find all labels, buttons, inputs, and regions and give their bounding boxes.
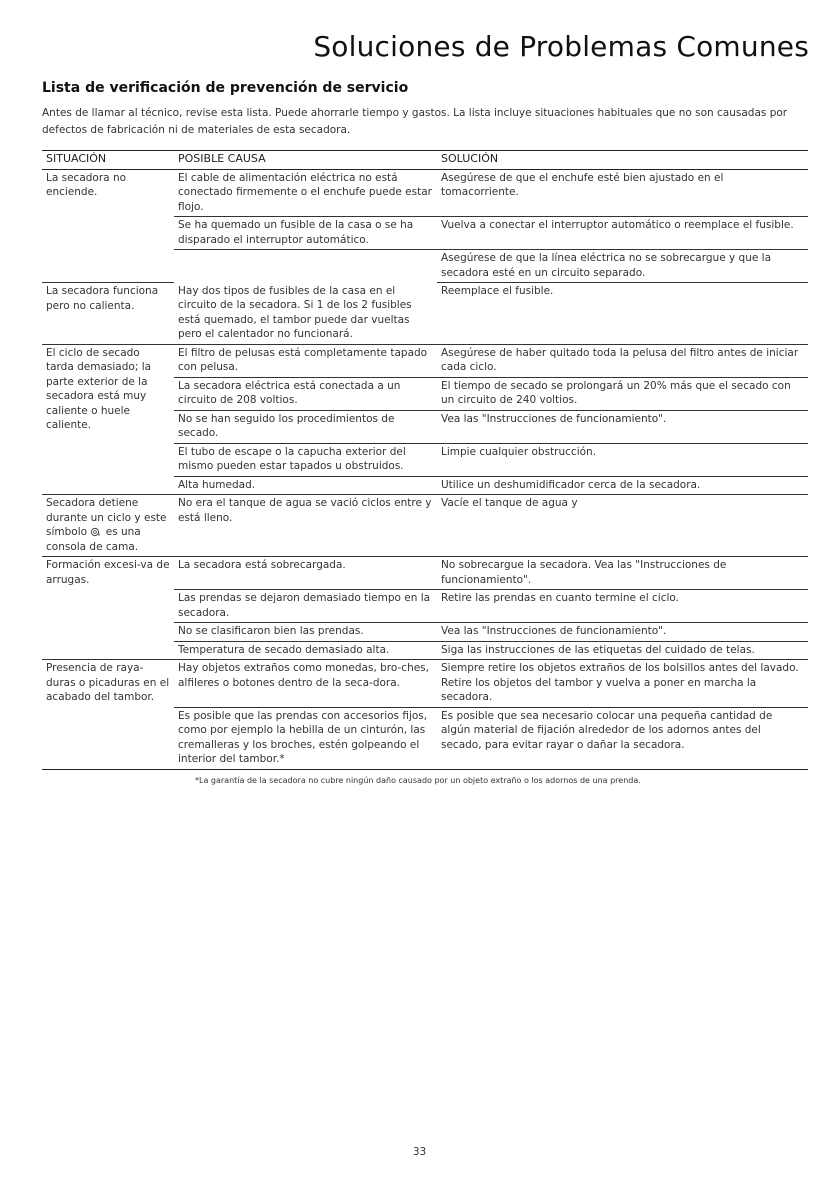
- cause-cell: Alta humedad.: [174, 476, 437, 495]
- drum-water-icon: [90, 527, 102, 537]
- solution-cell: Limpie cualquier obstrucción.: [437, 443, 808, 476]
- solution-cell: Asegúrese de haber quitado toda la pelusa del filtro antes de iniciar cada ciclo.: [437, 344, 808, 377]
- situation-cell: Formación excesi-va de arrugas.: [42, 557, 174, 660]
- situation-cell: La secadora funciona pero no calienta.: [42, 283, 174, 345]
- cause-cell: La secadora está sobrecargada.: [174, 557, 437, 590]
- cause-cell: Hay objetos extraños como monedas, bro-ches, alfileres o botones dentro de la seca-dora.: [174, 660, 437, 708]
- solution-cell: Retire las prendas en cuanto termine el ciclo.: [437, 590, 808, 623]
- cause-cell: Se ha quemado un fusible de la casa o se ha disparado el interruptor automático.: [174, 217, 437, 250]
- solution-cell: Es posible que sea necesario colocar una pequeña cantidad de algún material de fijación alrededor de los adornos antes del secado, para evitar rayar o dañar la secadora.: [441, 709, 773, 751]
- solution-cell: Vacíe el tanque de agua y: [437, 495, 808, 557]
- table-header-row: [42, 151, 808, 170]
- cause-cell: Las prendas se dejaron demasiado tiempo en la secadora.: [174, 590, 437, 623]
- table-row: [42, 344, 808, 377]
- cause-cell-empty: [174, 250, 437, 283]
- situation-cell: El ciclo de secado tarda demasiado; la parte exterior de la secadora está muy caliente o huele caliente.: [42, 344, 174, 495]
- solution-cell: Asegúrese de que la línea eléctrica no se sobrecargue y que la secadora esté en un circuito separado.: [437, 250, 808, 283]
- table-row: [42, 557, 808, 590]
- solution-cell: Utilice un deshumidificador cerca de la secadora.: [437, 476, 808, 495]
- header-solution: SOLUCIÓN: [437, 151, 808, 170]
- solution-cell: Vea las "Instrucciones de funcionamiento".: [437, 623, 808, 642]
- table-row: [42, 169, 808, 217]
- situation-cell: La secadora no enciende.: [46, 171, 127, 198]
- cause-cell: No se han seguido los procedimientos de secado.: [174, 410, 437, 443]
- solution-cell: Siga las instrucciones de las etiquetas del cuidado de telas.: [437, 641, 808, 660]
- cause-cell: El tubo de escape o la capucha exterior del mismo pueden estar tapados u obstruidos.: [174, 443, 437, 476]
- solution-cell: Siempre retire los objetos extraños de los bolsillos antes del lavado. Retire los objetos del tambor y vuelva a poner en marcha la secadora.: [437, 660, 808, 708]
- section-title: Lista de verificación de prevención de servicio: [42, 80, 409, 96]
- situation-cell: [42, 495, 174, 557]
- cause-cell: Es posible que las prendas con accesorios fijos, como por ejemplo la hebilla de un cinturón, las cremalleras y los broches, estén golpeando el interior del tambor.*: [178, 709, 428, 765]
- cause-cell: El cable de alimentación eléctrica no está conectado firmemente o el enchufe puede estar flojo.: [174, 169, 437, 217]
- page-title: Soluciones de Problemas Comunes: [313, 30, 809, 63]
- cause-cell: El filtro de pelusas está completamente tapado con pelusa.: [174, 344, 437, 377]
- table-row: [42, 283, 808, 345]
- page-number: 33: [412, 1146, 427, 1158]
- footnote: *La garantía de la secadora no cubre ningún daño causado por un objeto extraño o los adornos de una prenda.: [195, 776, 641, 785]
- situation-text-end: es una consola de cama.: [46, 526, 141, 553]
- solution-cell: Reemplace el fusible.: [437, 283, 808, 345]
- solution-cell: El tiempo de secado se prolongará un 20% más que el secado con un circuito de 240 voltios.: [437, 377, 808, 410]
- header-cause: POSIBLE CAUSA: [174, 151, 437, 170]
- solution-cell: Asegúrese de que el enchufe esté bien ajustado en el tomacorriente.: [437, 169, 808, 217]
- cause-cell: La secadora eléctrica está conectada a un circuito de 208 voltios.: [174, 377, 437, 410]
- solution-cell: Vea las "Instrucciones de funcionamiento".: [437, 410, 808, 443]
- solution-cell: No sobrecargue la secadora. Vea las "Instrucciones de funcionamiento".: [437, 557, 808, 590]
- cause-cell: No se clasificaron bien las prendas.: [174, 623, 437, 642]
- table-row: [42, 495, 808, 557]
- situation-cell: Presencia de raya-duras o picaduras en el acabado del tambor.: [42, 660, 174, 770]
- cause-cell: No era el tanque de agua se vació ciclos entre y está lleno.: [174, 495, 437, 557]
- cause-cell: Hay dos tipos de fusibles de la casa en el circuito de la secadora. Si 1 de los 2 fusibles está quemado, el tambor puede dar vueltas pero el calentador no funcionará.: [174, 283, 437, 345]
- cause-cell: Temperatura de secado demasiado alta.: [174, 641, 437, 660]
- header-situation: SITUACIÓN: [42, 151, 174, 170]
- intro-paragraph: Antes de llamar al técnico, revise esta lista. Puede ahorrarle tiempo y gastos. La lista incluye situaciones habituales que no son causadas por defectos de fabricación ni de materiales de esta secadora.: [42, 107, 788, 136]
- solution-cell: Vuelva a conectar el interruptor automático o reemplace el fusible.: [437, 217, 808, 250]
- table-row: [42, 660, 808, 708]
- situation-text: Secadora detiene durante un ciclo y este símbolo: [46, 497, 167, 538]
- troubleshooting-table: [42, 150, 808, 770]
